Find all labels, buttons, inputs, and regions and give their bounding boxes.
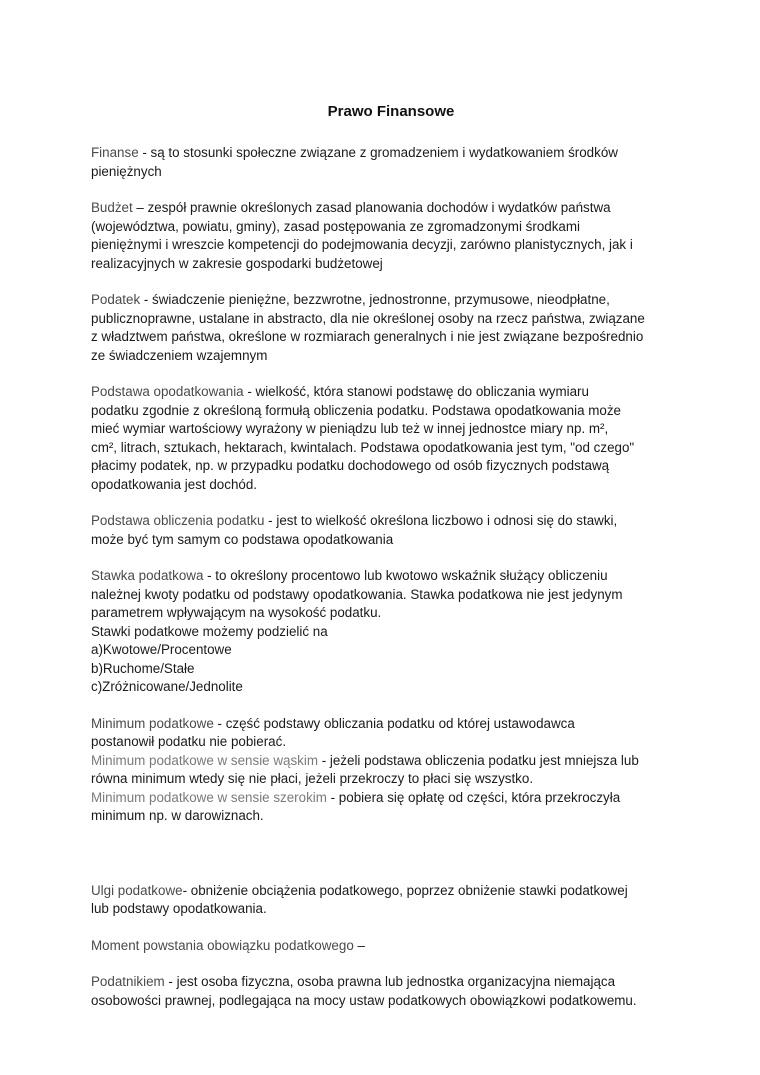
- document-page: [91, 102, 681, 1028]
- minimum-text-3: - jeżeli podstawa obliczenia podatku jest mniejsza lub: [317, 752, 639, 768]
- podstawa-line-3: mieć wymiar wartościowy wyrażony w pieniądzu lub też w innej jednostce miary np. m²,: [91, 421, 609, 436]
- minimum-text-5: - pobiera się opłatę od części, która przekroczyła: [326, 789, 621, 805]
- stawka-list-item-a: a)Kwotowe/Procentowe: [91, 642, 232, 657]
- stawka-list-item-c: c)Zróżnicowane/Jednolite: [91, 679, 243, 694]
- podatek-line-2: publicznoprawne, ustalane in abstracto, dla nie określonej osoby na rzecz państwa, związane: [91, 310, 645, 326]
- paragraph-minimum: [91, 715, 681, 826]
- podstawa-text-1: - wielkość, która stanowi podstawę do obliczania wymiaru: [243, 384, 589, 399]
- term-podatek: Podatek: [91, 292, 141, 307]
- term-ulgi: Ulgi podatkowe: [91, 882, 183, 898]
- budzet-line-3: pieniężnymi i wreszcie kompetencji do podejmowania decyzji, zarówno planistycznych, jak i: [91, 237, 633, 252]
- minimum-line-4: równa minimum wtedy się nie płaci, jeżeli przekroczy to płaci się wszystko.: [91, 771, 534, 786]
- podatnik-line-1: [91, 973, 681, 992]
- term-moment: Moment powstania obowiązku podatkowego: [91, 937, 354, 953]
- podatek-line-3: z władztwem państwa, określone w rozmiarach generalnych i nie jest związane bezpośrednio: [91, 329, 644, 344]
- budzet-text-1: – zespół prawnie określonych zasad planowania dochodów i wydatków państwa: [132, 200, 611, 215]
- stawka-line-2: należnej kwoty podatku od podstawy opodatkowania. Stawka podatkowa nie jest jedynym: [91, 586, 623, 602]
- stawka-text-1: - to określony procentowo lub kwotowo wskaźnik służący obliczeniu: [203, 568, 608, 583]
- podstawa-line-1: [91, 383, 681, 402]
- term-budzet: Budżet: [91, 200, 133, 215]
- paragraph-podatnik: [91, 973, 681, 1010]
- minimum-text-1: - część podstawy obliczania podatku od której ustawodawca: [213, 715, 575, 731]
- term-minimum-waskie: Minimum podatkowe w sensie wąskim: [91, 752, 318, 768]
- stawka-line-4: Stawki podatkowe możemy podzielić na: [91, 623, 328, 639]
- paragraph-finanse: [91, 144, 681, 181]
- stawka-line-3: parametrem wpływającym na wysokość podatku.: [91, 605, 382, 620]
- budzet-line-1: [91, 199, 681, 218]
- term-minimum-szerokie: Minimum podatkowe w sensie szerokim: [91, 789, 327, 805]
- ulgi-line-2: lub podstawy opodatkowania.: [91, 901, 267, 916]
- podatnik-text-1: - jest osoba fizyczna, osoba prawna lub jednostka organizacyjna niemająca: [164, 974, 616, 989]
- paragraph-ulgi: [91, 882, 681, 919]
- podstawa-obl-line-2: może być tym samym co podstawa opodatkowania: [91, 531, 394, 547]
- podatek-text-1: - świadczenie pieniężne, bezzwrotne, jednostronne, przymusowe, nieodpłatne,: [140, 292, 610, 307]
- podstawa-obl-text-1: - jest to wielkość określona liczbowo i odnosi się do stawki,: [264, 513, 618, 528]
- moment-line-1: [91, 937, 681, 956]
- budzet-line-2: (województwa, powiatu, gminy), zasad postępowania ze zgromadzonymi środkami: [91, 218, 580, 234]
- term-podstawa-obliczenia: Podstawa obliczenia podatku: [91, 513, 265, 528]
- finanse-line-2: pieniężnych: [91, 163, 162, 179]
- podatek-line-1: [91, 291, 681, 310]
- podstawa-obl-line-1: [91, 512, 681, 531]
- paragraph-podatek: [91, 291, 681, 365]
- paragraph-podstawa: [91, 383, 681, 494]
- minimum-line-6: minimum np. w darowiznach.: [91, 808, 264, 823]
- term-stawka: Stawka podatkowa: [91, 568, 204, 583]
- minimum-line-3: [91, 752, 681, 771]
- paragraph-budzet: [91, 199, 681, 273]
- spacer: [91, 844, 681, 882]
- finanse-text-1: - są to stosunki społeczne związane z gromadzeniem i wydatkowaniem środków: [138, 145, 618, 160]
- term-finanse: Finanse: [91, 145, 139, 160]
- ulgi-text-1: - obniżenie obciążenia podatkowego, poprzez obniżenie stawki podatkowej: [182, 882, 628, 898]
- term-podstawa: Podstawa opodatkowania: [91, 384, 244, 399]
- budzet-line-4: realizacyjnych w zakresie gospodarki budżetowej: [91, 255, 383, 271]
- minimum-line-5: [91, 789, 681, 808]
- minimum-line-2: postanowił podatku nie pobierać.: [91, 734, 287, 749]
- finanse-line-1: [91, 144, 681, 163]
- term-podatnik: Podatnikiem: [91, 974, 165, 989]
- ulgi-line-1: [91, 882, 681, 901]
- podatnik-line-2: osobowości prawnej, podlegająca na mocy ustaw podatkowych obowiązkowi podatkowemu.: [91, 992, 637, 1008]
- podstawa-line-6: opodatkowania jest dochód.: [91, 476, 258, 492]
- paragraph-podstawa-obliczenia: [91, 512, 681, 549]
- minimum-line-1: [91, 715, 681, 734]
- podstawa-line-2: podatku zgodnie z określoną formułą obliczenia podatku. Podstawa opodatkowania może: [91, 402, 622, 418]
- stawka-line-1: [91, 567, 681, 586]
- moment-text-1: –: [353, 937, 365, 953]
- term-minimum: Minimum podatkowe: [91, 715, 214, 731]
- paragraph-stawka: [91, 567, 681, 697]
- podstawa-line-4: cm², litrach, sztukach, hektarach, kwintalach. Podstawa opodatkowania jest tym, "od czego": [91, 439, 635, 455]
- podstawa-line-5: płacimy podatek, np. w przypadku podatku dochodowego od osób fizycznych podstawą: [91, 458, 610, 473]
- paragraph-moment: [91, 937, 681, 956]
- stawka-list-item-b: b)Ruchome/Stałe: [91, 660, 195, 676]
- podatek-line-4: ze świadczeniem wzajemnym: [91, 347, 268, 363]
- page-title: Prawo Finansowe: [327, 103, 455, 120]
